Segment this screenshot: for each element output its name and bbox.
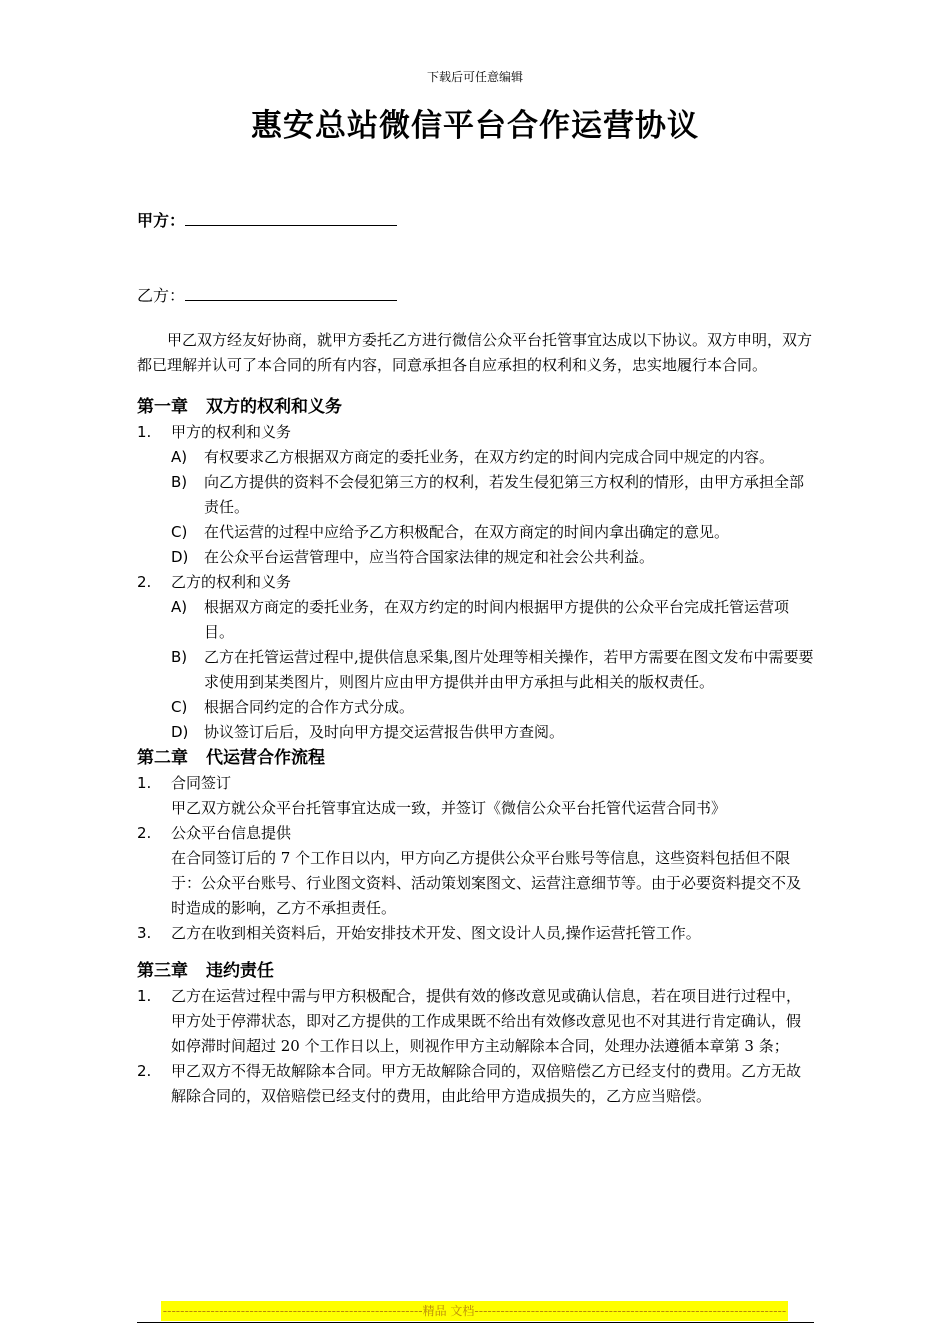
chapter-title: 双方的权利和义务: [206, 397, 342, 417]
sub-item-text: 在公众平台运营管理中，应当符合国家法律的规定和社会公共利益。: [204, 548, 655, 566]
sub-item-text: 在代运营的过程中应给予乙方积极配合，在双方商定的时间内拿出确定的意见。: [204, 523, 730, 541]
list-item-text: 合同签订: [171, 774, 232, 792]
chapter-title: 违约责任: [206, 961, 274, 981]
party-a-line: [137, 208, 397, 231]
list-marker: 1.: [137, 423, 152, 441]
list-item: [137, 570, 814, 595]
list-item-detail: 在合同签订后的 7 个工作日以内，甲方向乙方提供公众平台账号等信息，这些资料包括但不限于：公众平台账号、行业图文资料、活动策划案图文、运营注意细节等。由于必要资料提交不及时造成的影响，乙方不承担责任。: [171, 849, 802, 917]
sub-marker: B): [171, 473, 188, 491]
list-marker: 2.: [137, 573, 152, 591]
list-item: [137, 420, 814, 445]
party-b-line: [137, 283, 397, 306]
contract-body: [137, 328, 814, 1109]
list-marker: 2.: [137, 1062, 152, 1080]
list-item-detail: 甲乙双方就公众平台托管事宜达成一致，并签订《微信公众平台托管代运营合同书》: [171, 799, 727, 817]
list-item-text: 甲方的权利和义务: [171, 423, 292, 441]
footer-divider: [137, 1322, 814, 1323]
list-marker: 1.: [137, 774, 152, 792]
party-b-blank: [185, 286, 397, 301]
sub-item-text: 有权要求乙方根据双方商定的委托业务，在双方约定的时间内完成合同中规定的内容。: [204, 448, 775, 466]
list-item: [137, 771, 814, 796]
list-marker: 1.: [137, 987, 152, 1005]
list-item: [137, 984, 814, 1059]
footer-banner: ------------------------------------------------------------精品 文档------------------------------------------------------------------------: [161, 1301, 788, 1321]
chapter-number: 第三章: [137, 961, 188, 981]
sub-item: [137, 445, 814, 470]
chapter-heading: [137, 958, 814, 984]
sub-item-text: 根据合同约定的合作方式分成。: [204, 698, 415, 716]
list-marker: 3.: [137, 924, 152, 942]
list-item-text: 乙方在收到相关资料后，开始安排技术开发、图文设计人员,操作运营托管工作。: [171, 924, 701, 942]
chapter-heading: [137, 394, 814, 420]
sub-item: [137, 595, 814, 645]
sub-marker: D): [171, 723, 189, 741]
list-item-text: 乙方在运营过程中需与甲方积极配合，提供有效的修改意见或确认信息，若在项目进行过程中，甲方处于停滞状态，即对乙方提供的工作成果既不给出有效修改意见也不对其进行肯定确认，假如停滞时间超过 20 个工作日以上，则视作甲方主动解除本合同，处理办法遵循本章第 3 条；: [171, 987, 802, 1055]
list-item-text: 公众平台信息提供: [171, 824, 292, 842]
sub-item-text: 协议签订后后，及时向甲方提交运营报告供甲方查阅。: [204, 723, 565, 741]
chapter-heading: [137, 745, 814, 771]
document-title: 惠安总站微信平台合作运营协议: [251, 108, 699, 144]
chapter-title: 代运营合作流程: [206, 748, 325, 768]
sub-item: [137, 470, 814, 520]
list-item: [137, 1059, 814, 1109]
list-marker: 2.: [137, 824, 152, 842]
list-item-text: 乙方的权利和义务: [171, 573, 292, 591]
sub-item: [137, 545, 814, 570]
sub-marker: C): [171, 523, 188, 541]
sub-item: [137, 720, 814, 745]
sub-marker: C): [171, 698, 188, 716]
sub-item-text: 根据双方商定的委托业务，在双方约定的时间内根据甲方提供的公众平台完成托管运营项目。: [204, 598, 790, 641]
list-item: [137, 921, 814, 946]
list-item-text: 甲乙双方不得无故解除本合同。甲方无故解除合同的，双倍赔偿乙方已经支付的费用。乙方无故解除合同的，双倍赔偿已经支付的费用，由此给甲方造成损失的，乙方应当赔偿。: [171, 1062, 802, 1105]
sub-item-text: 向乙方提供的资料不会侵犯第三方的权利，若发生侵犯第三方权利的情形，由甲方承担全部责任。: [204, 473, 805, 516]
sub-marker: A): [171, 598, 188, 616]
chapter-number: 第一章: [137, 397, 188, 417]
party-a-blank: [185, 211, 397, 226]
chapter-number: 第二章: [137, 748, 188, 768]
sub-item: [137, 695, 814, 720]
party-a-label: 甲方：: [137, 211, 186, 230]
sub-item-text: 乙方在托管运营过程中,提供信息采集,图片处理等相关操作，若甲方需要在图文发布中需要要求使用到某类图片，则图片应由甲方提供并由甲方承担与此相关的版权责任。: [204, 648, 814, 691]
sub-marker: A): [171, 448, 188, 466]
party-b-label: 乙方：: [137, 286, 186, 305]
sub-item: [137, 645, 814, 695]
sub-marker: D): [171, 548, 189, 566]
intro-paragraph: 甲乙双方经友好协商，就甲方委托乙方进行微信公众平台托管事宜达成以下协议。双方申明，双方都已理解并认可了本合同的所有内容，同意承担各自应承担的权利和义务，忠实地履行本合同。: [137, 331, 813, 374]
list-item: [137, 821, 814, 846]
sub-item: [137, 520, 814, 545]
header-note: 下载后可任意编辑: [426, 70, 523, 84]
sub-marker: B): [171, 648, 188, 666]
